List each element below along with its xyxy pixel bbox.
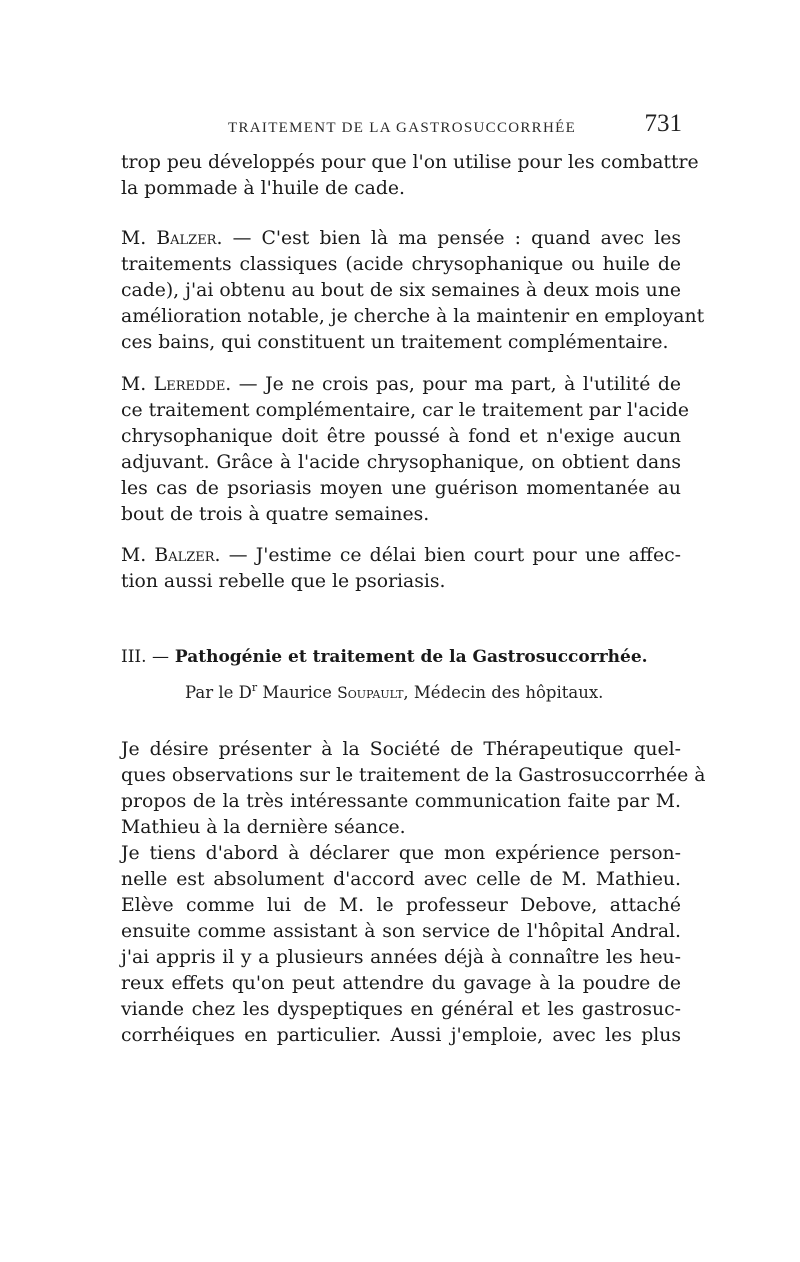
text-line: viande chez les dyspeptiques en général et les gastrosuc- [121,999,681,1020]
text-line: cade), j'ai obtenu au bout de six semaines à deux mois une [121,280,681,301]
author-first-name: Maurice [257,683,338,702]
running-head: TRAITEMENT DE LA GASTROSUCCORRHÉE [228,120,577,136]
text-line: Mathieu à la dernière séance. [121,817,406,838]
text-line: bout de trois à quatre semaines. [121,504,430,525]
text-line: ces bains, qui constituent un traitement complémentaire. [121,332,669,353]
text-line: amélioration notable, je cherche à la maintenir en employant [121,306,705,327]
speech-line [121,372,681,398]
byline-superscript: r [251,681,258,694]
text-line: la pommade à l'huile de cade. [121,178,405,199]
text-line: les cas de psoriasis moyen une guérison momentanée au [121,478,681,499]
speaker-name: M. Balzer. [121,228,223,249]
text-line: traitements classiques (acide chrysophanique ou huile de [121,254,681,275]
text-line: adjuvant. Grâce à l'acide chrysophanique, on obtient dans [121,452,681,473]
byline-prefix: Par le D [185,683,252,702]
section-title: Pathogénie et traitement de la Gastrosuccorrhée. [168,647,648,667]
text-line: j'ai appris il y a plusieurs années déjà à connaître les heu- [121,947,681,968]
text-line: corrhéiques en particulier. Aussi j'emploie, avec les plus [121,1025,681,1046]
section-number: III. — [121,647,169,667]
text-line: chrysophanique doit être poussé à fond et n'exige aucun [121,426,681,447]
text-line: Je désire présenter à la Société de Thérapeutique quel- [121,739,681,760]
speech-text: — Je ne crois pas, pour ma part, à l'utilité de [231,374,681,395]
text-line: Elève comme lui de M. le professeur Debove, attaché [121,895,681,916]
text-line: trop peu développés pour que l'on utilise pour les combattre [121,152,699,173]
author-last-name: Soupault [337,684,404,702]
speech-line [121,226,681,252]
text-line: Je tiens d'abord à déclarer que mon expérience person- [121,843,681,864]
text-line: ce traitement complémentaire, car le traitement par l'acide [121,400,689,421]
speech-text: — C'est bien là ma pensée : quand avec les [222,228,681,249]
text-line: ques observations sur le traitement de la Gastrosuccorrhée à [121,765,706,786]
author-title: , Médecin des hôpitaux. [403,683,604,702]
speaker-name: M. Balzer. [121,545,221,566]
section-heading [121,647,648,667]
text-line: tion aussi rebelle que le psoriasis. [121,571,446,592]
text-line: nelle est absolument d'accord avec celle de M. Mathieu. [121,869,681,890]
page-header [120,110,682,140]
speech-text: — J'estime ce délai bien court pour une affec- [220,545,681,566]
text-line: ensuite comme assistant à son service de l'hôpital Andral. [121,921,681,942]
text-line: propos de la très intéressante communication faite par M. [121,791,681,812]
author-byline [185,681,603,702]
text-line: reux effets qu'on peut attendre du gavage à la poudre de [121,973,681,994]
speech-line [121,543,681,569]
page-number: 731 [644,110,682,137]
speaker-name: M. Leredde. [121,374,232,395]
